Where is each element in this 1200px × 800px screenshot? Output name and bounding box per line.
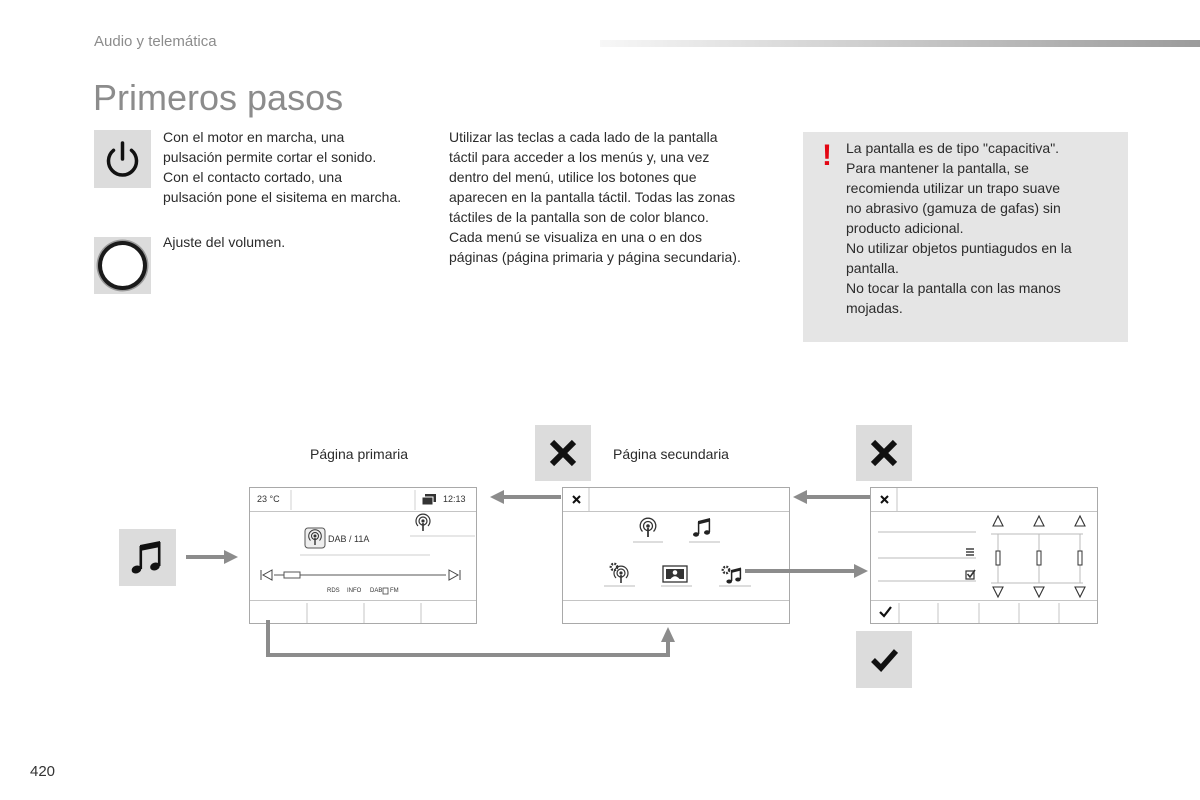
equalizer-slider bbox=[1075, 516, 1085, 597]
power-button-illustration bbox=[94, 130, 151, 188]
radio-source-label: DAB / 11A bbox=[328, 534, 370, 544]
confirm-button-illustration bbox=[856, 631, 912, 688]
warning-line: recomienda utilizar un trapo suave bbox=[846, 180, 1061, 196]
section-header: Audio y telemática bbox=[94, 33, 217, 50]
warning-line: producto adicional. bbox=[846, 220, 964, 236]
arrow-primary-to-secondary bbox=[268, 620, 675, 655]
contact-card-icon bbox=[663, 566, 687, 582]
warning-line: La pantalla es de tipo "capacitiva". bbox=[846, 140, 1060, 156]
warning-line: Para mantener la pantalla, se bbox=[846, 160, 1029, 176]
antenna-icon bbox=[640, 518, 656, 537]
info-option: INFO bbox=[347, 588, 362, 594]
secondary-page-screen bbox=[562, 487, 790, 624]
close-button-illustration bbox=[535, 425, 591, 481]
secondary-page-label: Página secundaria bbox=[613, 446, 729, 462]
secondary-screen-graphics bbox=[563, 488, 789, 623]
page-number: 420 bbox=[30, 763, 56, 780]
down-triangle-icon bbox=[1075, 587, 1085, 597]
checkbox-icon bbox=[966, 570, 975, 579]
warning-line: no abrasivo (gamuza de gafas) sin bbox=[846, 200, 1061, 216]
warning-line: No utilizar objetos puntiagudos en la bbox=[846, 240, 1072, 256]
checkmark-icon bbox=[856, 631, 912, 688]
up-triangle-icon bbox=[1075, 516, 1085, 526]
dab-option: DAB bbox=[370, 588, 383, 594]
power-description bbox=[163, 127, 401, 207]
settings-page-screen bbox=[870, 487, 1098, 624]
checkmark-icon bbox=[880, 607, 891, 616]
close-icon bbox=[881, 488, 897, 511]
page-title: Primeros pasos bbox=[93, 77, 344, 118]
temperature-readout: 23 °C bbox=[257, 494, 280, 504]
touch-info-line: aparecen en la pantalla táctil. Todas las zonas bbox=[449, 189, 736, 205]
stack-icon bbox=[422, 494, 436, 505]
previous-track-icon bbox=[261, 570, 272, 580]
touch-info-line: táctil para acceder a los menús y, una vez bbox=[449, 149, 710, 165]
touch-info-line: dentro del menú, utilice los botones que bbox=[449, 169, 697, 185]
power-description-line: Con el motor en marcha, una bbox=[163, 129, 345, 145]
music-settings-icon bbox=[723, 567, 741, 584]
music-note-icon bbox=[693, 518, 710, 537]
touch-info-line: táctiles de la pantalla son de color blanco. bbox=[449, 209, 709, 225]
warning-line: mojadas. bbox=[846, 300, 903, 316]
progress-slider bbox=[274, 572, 446, 578]
rds-option: RDS bbox=[327, 588, 340, 594]
equalizer-slider bbox=[993, 516, 1003, 597]
dab-fm-toggle-icon bbox=[383, 588, 388, 594]
volume-description bbox=[163, 232, 285, 252]
arrow-music-to-primary bbox=[186, 550, 238, 564]
music-button-illustration bbox=[119, 529, 176, 586]
primary-page-label: Página primaria bbox=[310, 446, 409, 462]
touch-screen-info bbox=[449, 127, 741, 267]
list-icon bbox=[966, 549, 974, 555]
arrow-close-to-primary bbox=[490, 490, 561, 504]
up-triangle-icon bbox=[1034, 516, 1044, 526]
fm-option: FM bbox=[390, 588, 399, 594]
down-triangle-icon bbox=[1034, 587, 1044, 597]
volume-knob-illustration bbox=[94, 237, 151, 294]
power-description-line: pulsación permite cortar el sonido. bbox=[163, 149, 377, 165]
close-icon bbox=[856, 425, 912, 481]
clock-readout: 12:13 bbox=[443, 494, 466, 504]
power-description-line: Con el contacto cortado, una bbox=[163, 169, 343, 185]
settings-screen-graphics bbox=[871, 488, 1097, 623]
touch-info-line: Cada menú se visualiza en una o en dos bbox=[449, 229, 702, 245]
music-note-icon bbox=[119, 529, 176, 586]
dab-radio-icon bbox=[305, 528, 325, 548]
next-track-icon bbox=[449, 570, 460, 580]
close-button-illustration bbox=[856, 425, 912, 481]
exclamation-icon: ! bbox=[822, 139, 832, 172]
header-gradient-bar bbox=[600, 40, 1200, 47]
equalizer-slider bbox=[1034, 516, 1044, 597]
primary-screen-graphics bbox=[250, 488, 476, 623]
touch-info-line: páginas (página primaria y página secundaria). bbox=[449, 249, 741, 265]
power-icon bbox=[94, 130, 151, 188]
touch-info-line: Utilizar las teclas a cada lado de la pantalla bbox=[449, 129, 718, 145]
volume-knob-icon bbox=[94, 237, 151, 294]
arrow-close-to-secondary bbox=[793, 490, 870, 504]
warning-line: pantalla. bbox=[846, 260, 899, 276]
antenna-settings-icon bbox=[611, 564, 628, 583]
warning-panel bbox=[803, 132, 1128, 342]
warning-line: No tocar la pantalla con las manos bbox=[846, 280, 1061, 296]
close-icon bbox=[535, 425, 591, 481]
power-description-line: pulsación pone el sisitema en marcha. bbox=[163, 189, 402, 205]
close-icon bbox=[573, 488, 589, 511]
down-triangle-icon bbox=[993, 587, 1003, 597]
primary-page-screen bbox=[249, 487, 477, 624]
warning-text bbox=[846, 138, 1072, 318]
volume-description-line: Ajuste del volumen. bbox=[163, 234, 286, 250]
antenna-icon bbox=[416, 514, 430, 531]
up-triangle-icon bbox=[993, 516, 1003, 526]
